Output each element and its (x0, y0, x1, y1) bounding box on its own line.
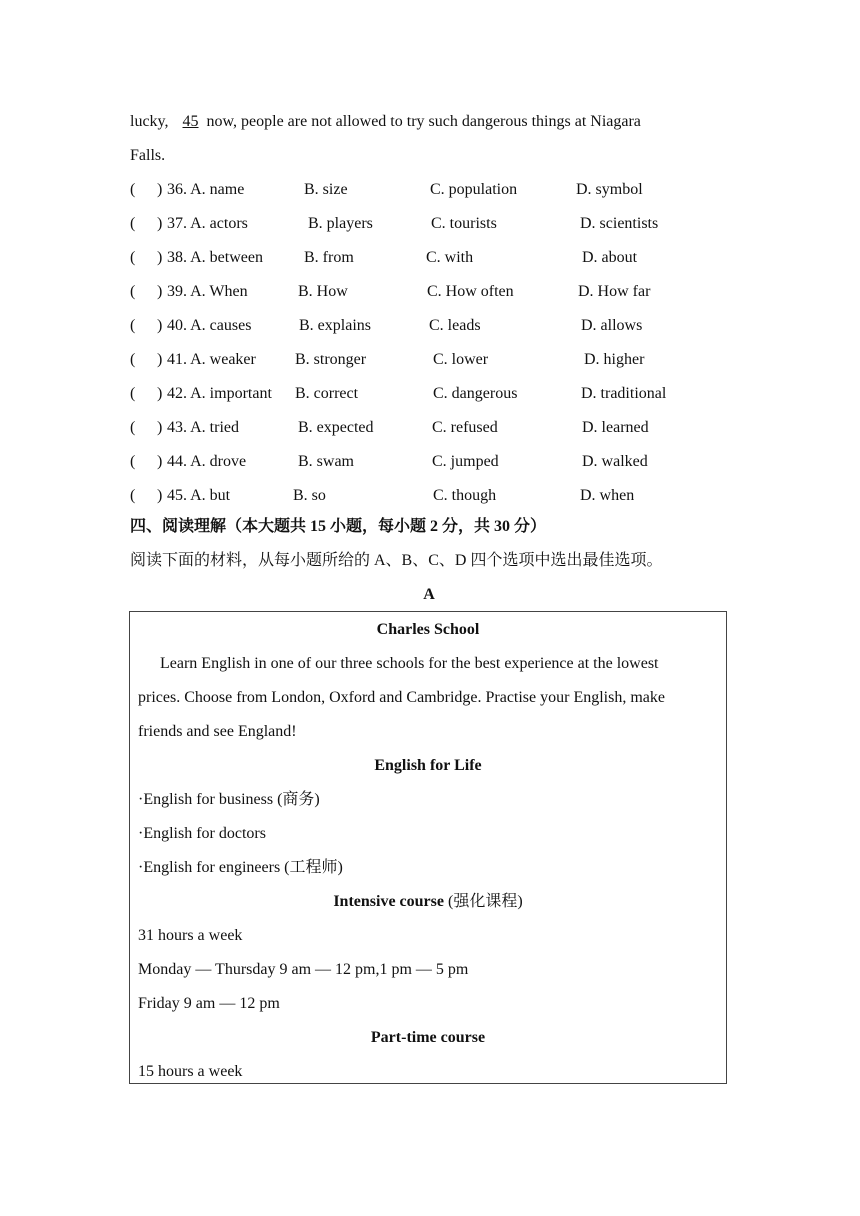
option-a: 45. A. but (167, 487, 231, 504)
box-intro-line-1: Learn English in one of our three schools for the best experience at the lowest (160, 655, 659, 672)
option-c: C. How often (427, 283, 514, 300)
option-c: C. leads (429, 317, 481, 334)
answer-bracket-close: ) (157, 453, 163, 470)
intensive-heading-bold: Intensive course (333, 893, 444, 910)
answer-bracket-open: ( (130, 317, 136, 334)
answer-bracket-close: ) (157, 317, 163, 334)
option-c: C. jumped (432, 453, 499, 470)
passage-line-1 (130, 112, 641, 132)
box-intro-line-2: prices. Choose from London, Oxford and Cambridge. Practise your English, make (138, 689, 665, 706)
option-d: D. learned (582, 419, 649, 436)
answer-bracket-open: ( (130, 453, 136, 470)
passage-line-2: Falls. (130, 147, 166, 164)
box-heading-english-for-life: English for Life (374, 757, 482, 774)
option-c: C. population (430, 181, 518, 198)
option-d: D. scientists (580, 215, 659, 232)
option-c: C. lower (433, 351, 489, 368)
box-heading-intensive (130, 892, 726, 912)
answer-bracket-close: ) (157, 181, 163, 198)
option-b: B. stronger (295, 351, 367, 368)
option-a: 38. A. between (167, 249, 263, 266)
option-b: B. explains (299, 317, 371, 334)
answer-bracket-open: ( (130, 385, 136, 402)
option-c: C. refused (432, 419, 498, 436)
list-item: ·English for business (商务) (138, 791, 320, 808)
option-d: D. How far (578, 283, 651, 300)
option-d: D. about (582, 249, 638, 266)
passage-text-after-blank: now, people are not allowed to try such dangerous things at Niagara (206, 113, 641, 130)
answer-bracket-open: ( (130, 249, 136, 266)
answer-bracket-open: ( (130, 181, 136, 198)
answer-bracket-close: ) (157, 385, 163, 402)
answer-bracket-close: ) (157, 249, 163, 266)
option-b: B. size (304, 181, 348, 198)
option-c: C. though (433, 487, 497, 504)
option-a: 44. A. drove (167, 453, 247, 470)
option-c: C. dangerous (433, 385, 518, 402)
answer-bracket-close: ) (157, 351, 163, 368)
option-a: 43. A. tried (167, 419, 239, 436)
option-c: C. tourists (431, 215, 497, 232)
answer-bracket-open: ( (130, 419, 136, 436)
option-b: B. players (308, 215, 373, 232)
intensive-schedule-friday: Friday 9 am — 12 pm (138, 995, 280, 1012)
option-a: 39. A. When (167, 283, 248, 300)
box-title: Charles School (376, 621, 480, 638)
answer-bracket-close: ) (157, 419, 163, 436)
intensive-heading-note: (强化课程) (443, 893, 523, 910)
answer-bracket-open: ( (130, 351, 136, 368)
option-a: 37. A. actors (167, 215, 248, 232)
intensive-hours: 31 hours a week (138, 927, 243, 944)
blank-45: 45 (182, 113, 199, 130)
part-label: A (423, 586, 435, 603)
intensive-schedule-weekdays: Monday — Thursday 9 am — 12 pm,1 pm — 5 pm (138, 961, 469, 978)
option-d: D. traditional (581, 385, 667, 402)
answer-bracket-close: ) (157, 487, 163, 504)
reading-box (129, 611, 727, 1084)
answer-bracket-close: ) (157, 283, 163, 300)
option-b: B. expected (298, 419, 374, 436)
option-b: B. correct (295, 385, 359, 402)
passage-text-before-blank: lucky, (130, 113, 169, 130)
list-item: ·English for doctors (138, 825, 266, 842)
section-heading: 四、阅读理解（本大题共 15 小题，每小题 2 分，共 30 分） (130, 518, 547, 535)
answer-bracket-open: ( (130, 215, 136, 232)
section-instruction: 阅读下面的材料，从每小题所给的 A、B、C、D 四个选项中选出最佳选项。 (130, 552, 663, 569)
option-a: 40. A. causes (167, 317, 252, 334)
answer-bracket-open: ( (130, 283, 136, 300)
option-d: D. higher (584, 351, 645, 368)
option-a: 36. A. name (167, 181, 245, 198)
answer-bracket-close: ) (157, 215, 163, 232)
option-d: D. symbol (576, 181, 643, 198)
option-b: B. from (304, 249, 354, 266)
option-a: 42. A. important (167, 385, 272, 402)
option-b: B. swam (298, 453, 354, 470)
box-heading-part-time: Part-time course (370, 1029, 486, 1046)
box-intro-line-3: friends and see England! (138, 723, 297, 740)
option-c: C. with (426, 249, 474, 266)
answer-bracket-open: ( (130, 487, 136, 504)
list-item: ·English for engineers (工程师) (138, 859, 343, 876)
option-d: D. when (580, 487, 635, 504)
option-b: B. How (298, 283, 348, 300)
option-d: D. walked (582, 453, 648, 470)
option-d: D. allows (581, 317, 643, 334)
part-time-hours: 15 hours a week (138, 1063, 243, 1080)
option-a: 41. A. weaker (167, 351, 256, 368)
option-b: B. so (293, 487, 326, 504)
